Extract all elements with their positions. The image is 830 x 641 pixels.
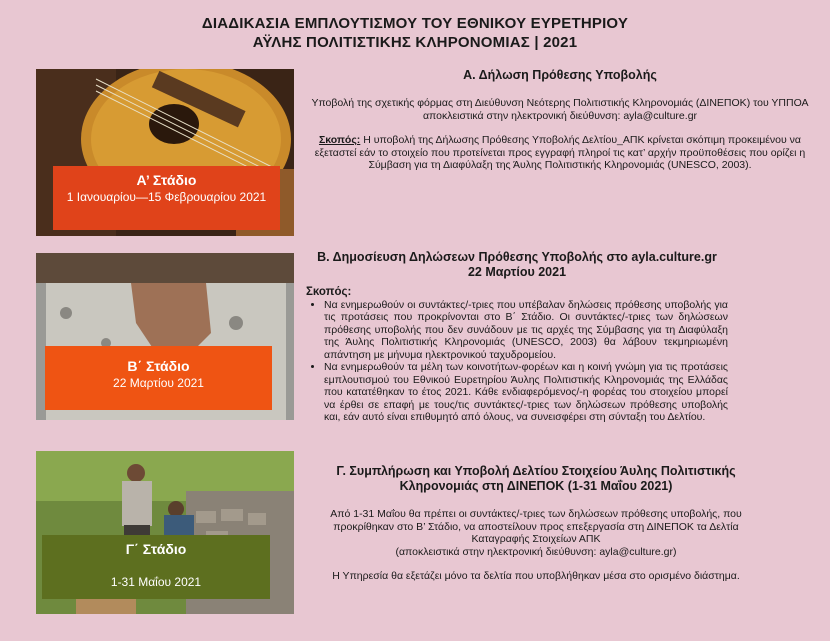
section-a-purpose-text: Η υποβολή της Δήλωσης Πρόθεσης Υποβολής Δελτίου_ΑΠΚ κρίνεται σκόπιμη προκειμένου να εξεταστεί εάν το στοιχείο που προτείνεται προς εγγραφή πληροί τις κατ’ αρχήν προϋποθέσεις που ορίζει η Σύμβαση για τη Διαφύλαξη της Άυλης Πολιτιστικής Κληρονομιάς (UNESCO, 2003).	[314, 134, 806, 171]
section-c-text-2: Η Υπηρεσία θα εξετάζει μόνο τα δελτία που υποβλήθηκαν μέσα στο ορισμένο διάστημα.	[332, 570, 740, 582]
section-b-purpose-label: Σκοπός:	[306, 286, 352, 298]
section-c	[316, 464, 756, 583]
stage-c-date: 1-31 Μαΐου 2021	[110, 575, 202, 589]
section-b-heading: Β. Δημοσίευση Δηλώσεων Πρόθεσης Υποβολής στο ayla.culture.gr	[317, 250, 717, 264]
stage-a-label: Α’ Στάδιο	[136, 172, 197, 188]
stage-b-label: Β΄ Στάδιο	[127, 358, 190, 374]
section-a-purpose	[310, 134, 810, 172]
stage-b-badge	[45, 346, 272, 410]
section-b-bullets	[306, 299, 728, 424]
stage-c-badge	[42, 535, 270, 599]
section-a-purpose-label: Σκοπός:	[318, 134, 361, 146]
section-b-date: 22 Μαρτίου 2021	[467, 265, 567, 279]
stage-b-date: 22 Μαρτίου 2021	[113, 376, 204, 390]
section-a	[310, 68, 810, 172]
stage-c-label: Γ΄ Στάδιο	[125, 541, 187, 557]
list-item: • Να ενημερωθούν οι συντάκτες/-τριες που υπέβαλαν δηλώσεις πρόθεσης υποβολής για τις προτάσεις που προκρίνονται στο Β΄ Στάδιο. Οι συντάκτες/-τριες των δηλώσεων πρόθεσης υποβολής που δεν συνάδουν με τις αρχές της Σύμβασης για τη Διαφύλαξη της Άυλης Πολιτιστικής Κληρονομιάς (UNESCO, 2003) θα λάβουν τεκμηριωμένη απάντηση με μήνυμα ηλεκτρονικού ταχυδρομείου.	[324, 299, 728, 362]
section-c-heading-1: Γ. Συμπλήρωση και Υποβολή Δελτίου Στοιχείου Άυλης Πολιτιστικής	[336, 464, 736, 478]
stage-a-date: 1 Ιανουαρίου—15 Φεβρουαρίου 2021	[66, 190, 267, 204]
section-c-heading-2: Κληρονομιάς στη ΔΙΝΕΠΟΚ (1-31 Μαΐου 2021)	[399, 479, 673, 493]
section-a-intro: Υποβολή της σχετικής φόρμας στη Διεύθυνση Νεότερης Πολιτιστικής Κληρονομιάς (ΔΙΝΕΠΟΚ) του ΥΠΠΟΑ αποκλειστικά στην ηλεκτρονική διεύθυνση: ayla@culture.gr	[311, 97, 809, 122]
section-c-text-1b: (αποκλειστικά στην ηλεκτρονική διεύθυνση: ayla@culture.gr)	[395, 545, 677, 558]
title-line-2: ΑΫΛΗΣ ΠΟΛΙΤΙΣΤΙΚΗΣ ΚΛΗΡΟΝΟΜΙΑΣ | 2021	[252, 34, 578, 51]
list-item: • Να ενημερωθούν τα μέλη των κοινοτήτων-φορέων και η κοινή γνώμη για τις προτάσεις εμπλουτισμού του Εθνικού Ευρετηρίου Άυλης Πολιτιστικής Κληρονομιάς της Ελλάδας που κατατέθηκαν το έτος 2021. Κάθε ενδιαφερόμενος/-η φορέας του στοιχείου μπορεί να έρθει σε επαφή με τους/τις συντάκτες/-τριες των δηλώσεων πρόθεσης υποβολής και, εάν αυτό είναι επιθυμητό από όλους, να συνεισφέρει στη σύνταξη του Δελτίου.	[324, 361, 728, 424]
title-line-1: ΔΙΑΔΙΚΑΣΙΑ ΕΜΠΛΟΥΤΙΣΜΟΥ ΤΟΥ ΕΘΝΙΚΟΥ ΕΥΡΕΤΗΡΙΟΥ	[201, 15, 629, 32]
stage-a-badge	[53, 166, 280, 230]
page-title	[0, 14, 830, 52]
section-b	[306, 250, 728, 424]
section-c-text-1: Από 1-31 Μαΐου θα πρέπει οι συντάκτες/-τριες των δηλώσεων πρόθεσης υποβολής, που προκρίθηκαν στο Β’ Στάδιο, να αποστείλουν προς επεξεργασία στη ΔΙΝΕΠΟΚ τα Δελτία Καταγραφής Στοιχείων ΑΠΚ	[330, 508, 742, 545]
section-a-heading: Α. Δήλωση Πρόθεσης Υποβολής	[463, 68, 657, 82]
